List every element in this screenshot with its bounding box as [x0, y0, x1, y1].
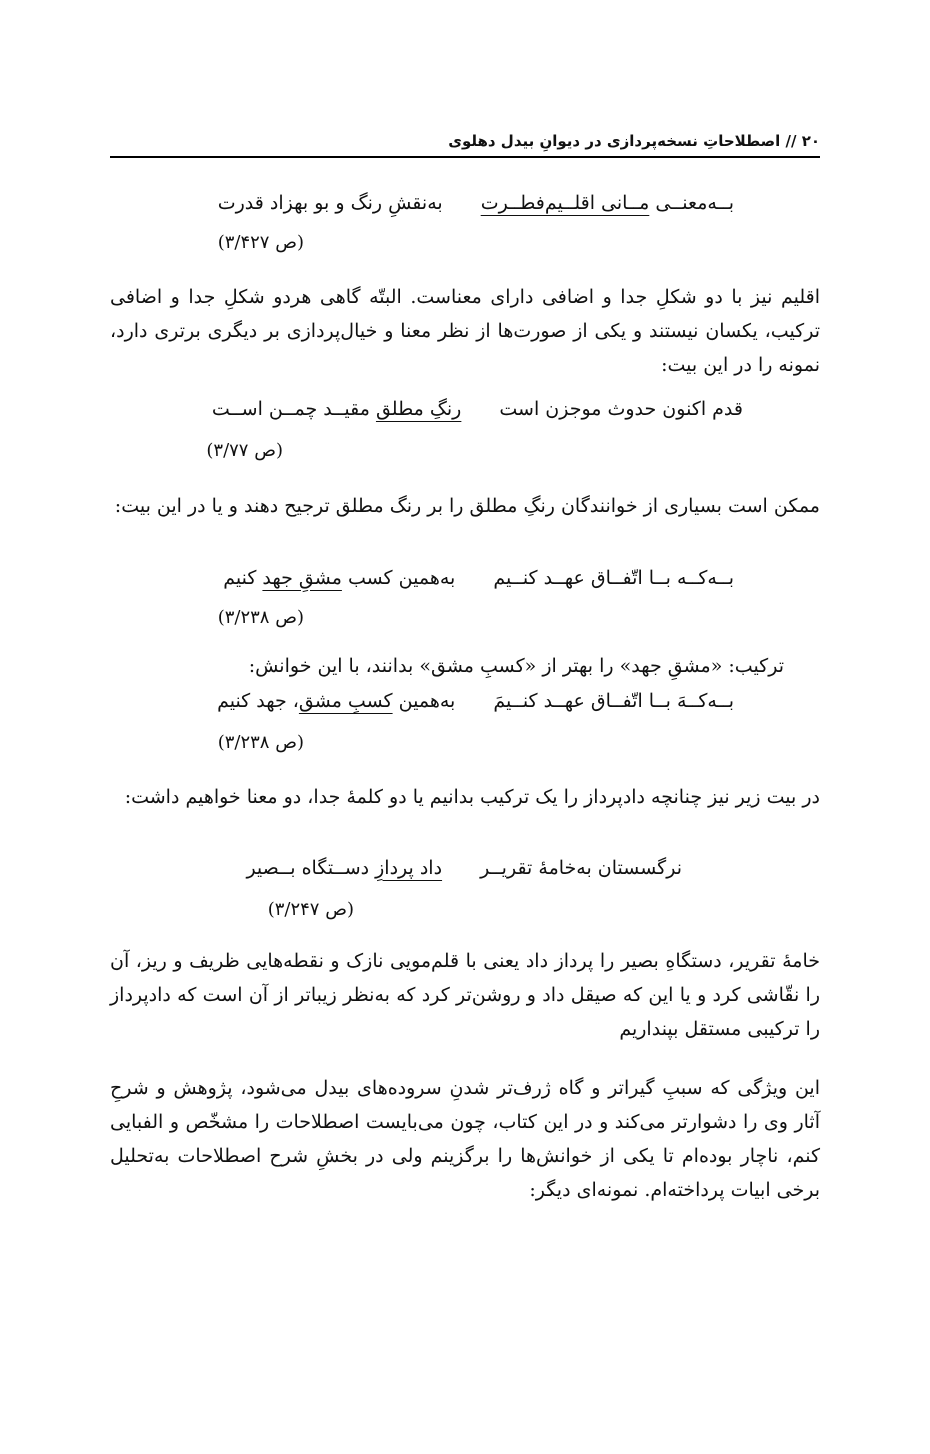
running-header	[110, 118, 820, 158]
verse-2-reference: (ص ۳/۷۷)	[206, 440, 283, 461]
verse-3-reference: (ص ۳/۲۳۸)	[217, 607, 304, 628]
paragraph-5: خامهٔ تقریر، دستگاهِ بصیر را پرداز داد یعنی با قلم‌مویی نازک و نقطه‌هایی ظریف و ریز، آن را نقّاشی کرد و یا این که صیقل داد و روشن‌تر کرد که به‌نظر زیباتر از آن است که دادپرداز را ترکیبی مستقل بپنداریم	[110, 950, 820, 1040]
verse-2-hemistich-2	[212, 398, 461, 420]
verse-2-hemistich-2-rest: مقیــد چمــن اســت	[211, 398, 376, 420]
verse-4-hemistich-2-lead: به‌همین	[392, 690, 456, 712]
verse-1	[218, 192, 734, 214]
paragraph-3: ترکیب: «مشقِ جهد» را بهتر از «کسبِ مشق» بدانند، با این خوانش:	[248, 655, 784, 677]
verse-1-hemistich-1	[481, 192, 734, 214]
verse-2	[212, 398, 743, 420]
header-title: ۲۰ // اصطلاحاتِ نسخه‌پردازی در دیوانِ بیدل دهلوی	[448, 132, 820, 150]
verse-5	[246, 857, 682, 879]
verse-4-underlined-term: کسبِ مشق	[298, 690, 393, 712]
verse-1-hemistich-1-lead: بــه‌معنــی	[649, 192, 734, 214]
paragraph-4: در بیت زیر نیز چنانچه دادپرداز را یک ترکیب بدانیم یا دو کلمهٔ جدا، دو معنا خواهیم داشت:	[124, 786, 820, 808]
verse-5-hemistich-1: نرگسستان به‌خامهٔ تقریــر	[480, 857, 682, 879]
verse-1-reference: (ص ۳/۴۲۷)	[217, 232, 304, 253]
verse-3-hemistich-2-lead: به‌همین کسب	[341, 567, 456, 589]
verse-1-underlined-term: مــانی اقلــیم‌فطــرت	[480, 192, 650, 214]
verse-5-reference: (ص ۳/۲۴۷)	[267, 899, 354, 920]
paragraph-6: این ویژگی که سببِ گیراتر و گاه ژرف‌تر شدنِ سروده‌های بیدل می‌شود، پژوهش و شرحِ آثار وی را دشوارتر می‌کند و در این کتاب، چون می‌بایست اصطلاحات را مشخّص و الفبایی کنم، ناچار بوده‌ام تا یکی از خوانش‌ها را برگزینم ولی در بخشِ شرح اصطلاحات به‌تحلیل برخی ابیات پرداخته‌ام. نمونه‌ای دیگر:	[110, 1077, 820, 1201]
verse-4-hemistich-1: بــه‌کــهَ بــا اتّفــاق عهــد کنــیمَ	[493, 690, 734, 712]
verse-4-hemistich-2	[217, 690, 455, 712]
verse-5-hemistich-2-rest: دســتگاه بــصیر	[246, 857, 376, 879]
verse-3	[223, 567, 734, 589]
verse-3-hemistich-1: بــه‌کــه بــا اتّفــاق عهــد کنــیم	[493, 567, 734, 589]
verse-3-hemistich-2-rest: کنیم	[223, 567, 263, 589]
verse-3-hemistich-2	[223, 567, 455, 589]
verse-1-hemistich-2: به‌نقشِ رنگ و بو بهزاد قدرت	[217, 192, 443, 214]
verse-2-hemistich-1: قدم اکنون حدوث موجزن است	[499, 398, 743, 420]
verse-4-reference: (ص ۳/۲۳۸)	[217, 732, 304, 753]
paragraph-1: اقلیم نیز با دو شکلِ جدا و اضافی دارای معناست. البتّه گاهی هردو شکلِ جدا و اضافی ترکیب، یکسان نیستند و یکی از صورت‌ها از نظر معنا و خیال‌پردازی بر دیگری برتری دارد، نمونه را در این بیت:	[110, 286, 820, 376]
verse-5-hemistich-2	[246, 857, 442, 879]
verse-4-hemistich-2-rest: ، جهد کنیم	[217, 690, 299, 712]
verse-4	[217, 690, 734, 712]
verse-5-underlined-term: داد پردازِ	[375, 857, 443, 879]
verse-3-underlined-term: مشقِ جهد	[262, 567, 342, 589]
paragraph-2: ممکن است بسیاری از خوانندگان رنگِ مطلق را بر رنگ مطلق ترجیح دهند و یا در این بیت:	[114, 495, 820, 517]
verse-2-underlined-term: رنگِ مطلق	[375, 398, 462, 420]
